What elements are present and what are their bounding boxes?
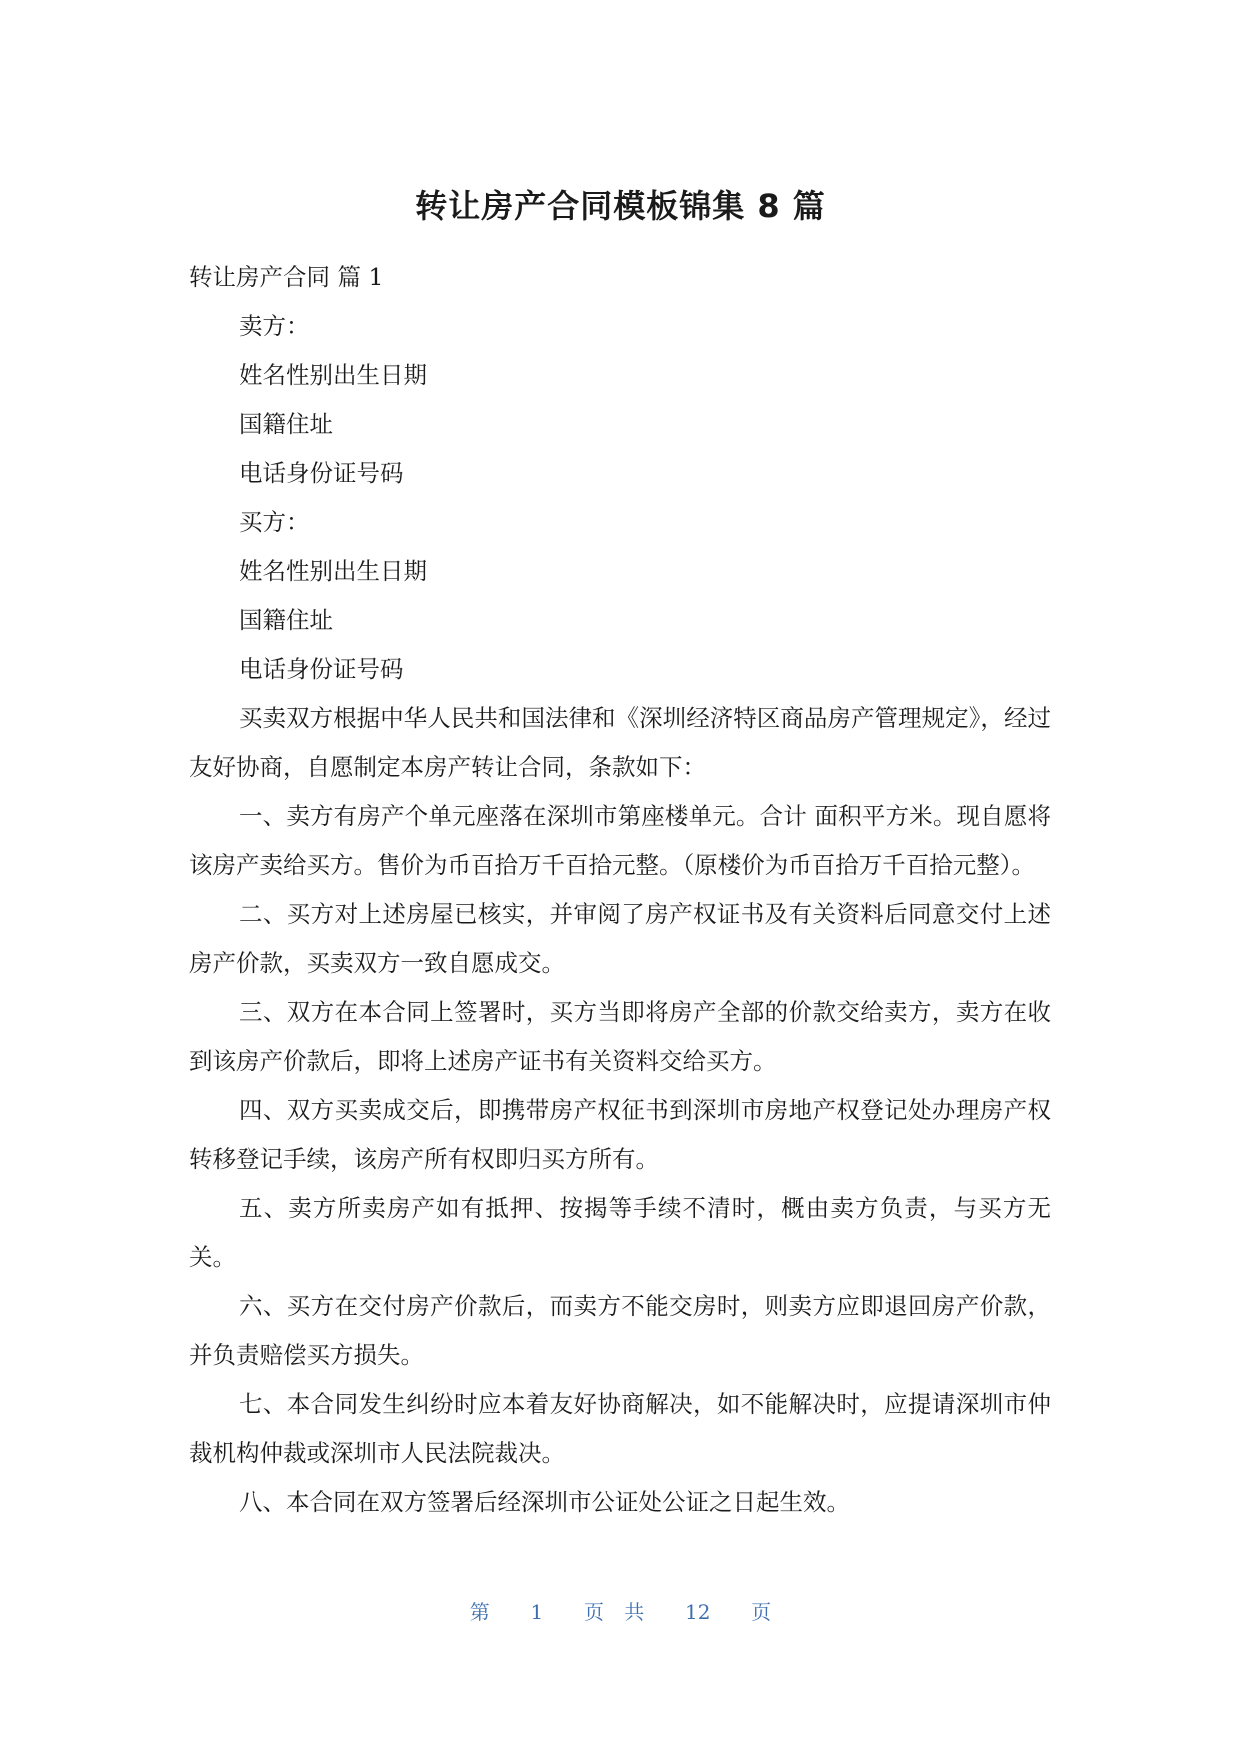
seller-phone-line: 电话身份证号码 (239, 459, 404, 487)
seller-address-line: 国籍住址 (239, 410, 333, 438)
buyer-phone-line: 电话身份证号码 (239, 655, 404, 683)
clause-1: 一、卖方有房产个单元座落在深圳市第座楼单元。合计 面积平方米。现自愿将该房产卖给买方。售价为币百拾万千百拾元整。（原楼价为币百拾万千百拾元整）。 (189, 802, 1051, 879)
preamble-paragraph: 买卖双方根据中华人民共和国法律和《深圳经济特区商品房产管理规定》，经过友好协商，自愿制定本房产转让合同，条款如下： (189, 704, 1051, 781)
page-footer (0, 1598, 1241, 1626)
clause-4: 四、双方买卖成交后，即携带房产权征书到深圳市房地产权登记处办理房产权转移登记手续，该房产所有权即归买方所有。 (189, 1096, 1051, 1173)
clause-2: 二、买方对上述房屋已核实，并审阅了房产权证书及有关资料后同意交付上述房产价款，买卖双方一致自愿成交。 (189, 900, 1051, 977)
buyer-label: 买方： (239, 508, 310, 536)
clause-5: 五、卖方所卖房产如有抵押、按揭等手续不清时，概由卖方负责，与买方无关。 (189, 1194, 1051, 1271)
seller-label: 卖方： (239, 312, 310, 340)
clause-7: 七、本合同发生纠纷时应本着友好协商解决，如不能解决时，应提请深圳市仲裁机构仲裁或深圳市人民法院裁决。 (189, 1390, 1051, 1467)
clause-8: 八、本合同在双方签署后经深圳市公证处公证之日起生效。 (239, 1488, 850, 1516)
page-number-text: 第 1 页 共 12 页 (469, 1600, 772, 1624)
buyer-address-line: 国籍住址 (239, 606, 333, 634)
seller-name-line: 姓名性别出生日期 (239, 361, 427, 389)
section-heading: 转让房产合同 篇 1 (189, 263, 384, 291)
buyer-name-line: 姓名性别出生日期 (239, 557, 427, 585)
document-body (189, 253, 1051, 1527)
document-title: 转让房产合同模板锦集 8 篇 (415, 187, 826, 225)
clause-6: 六、买方在交付房产价款后，而卖方不能交房时，则卖方应即退回房产价款，并负责赔偿买方损失。 (189, 1292, 1051, 1369)
clause-3: 三、双方在本合同上签署时，买方当即将房产全部的价款交给卖方，卖方在收到该房产价款后，即将上述房产证书有关资料交给买方。 (189, 998, 1051, 1075)
